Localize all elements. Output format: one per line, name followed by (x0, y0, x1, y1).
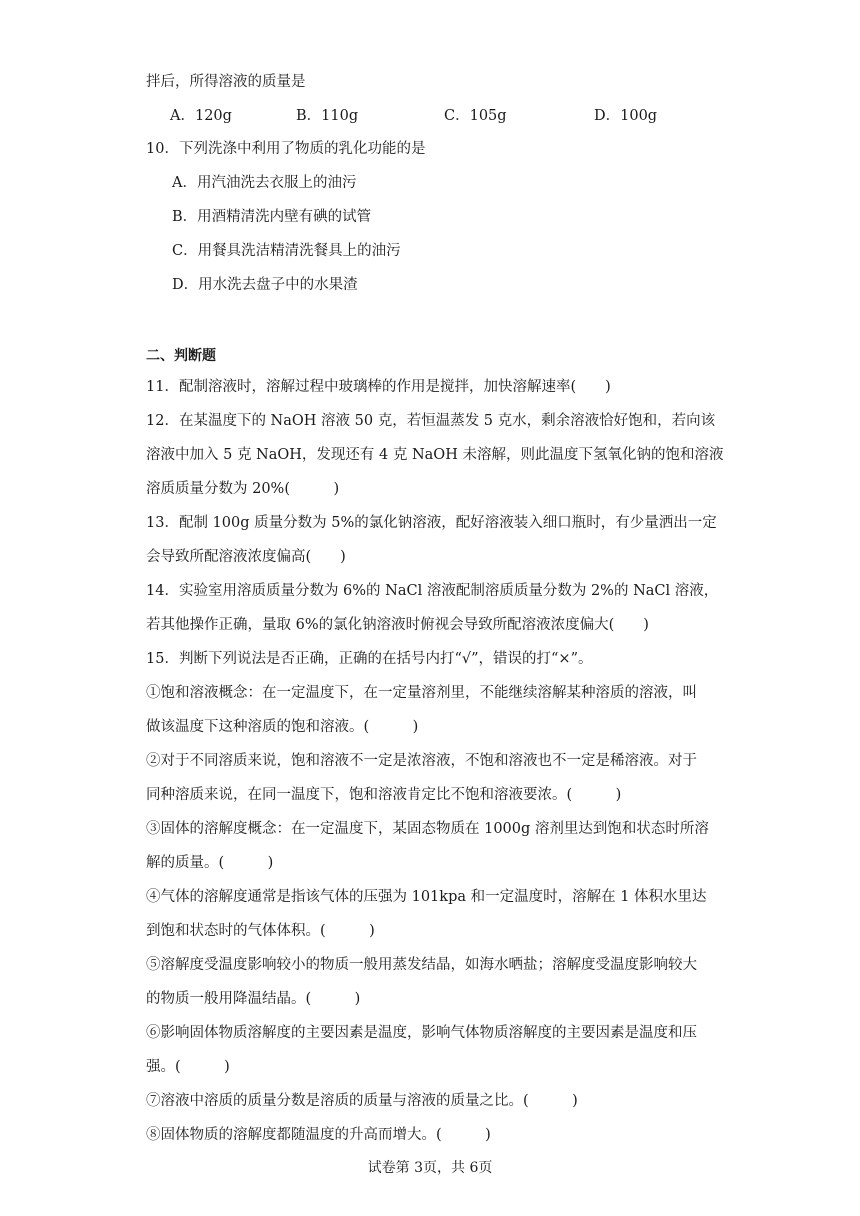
q13-line-2: 会导致所配溶液浓度偏高( ) (146, 549, 346, 565)
q14-line-2: 若其他操作正确，量取 6%的氯化钠溶液时俯视会导致所配溶液浓度偏大( ) (146, 617, 649, 633)
q10-stem: 10．下列洗涤中利用了物质的乳化功能的是 (146, 141, 426, 157)
q10-option-d: D．用水洗去盘子中的水果渣 (172, 277, 358, 293)
q11-line: 11．配制溶液时，溶解过程中玻璃棒的作用是搅拌，加快溶解速率( ) (146, 379, 611, 395)
page-footer: 试卷第 3页，共 6页 (367, 1160, 493, 1176)
q15-item-6-line-2: 强。( ) (146, 1059, 230, 1075)
section-title-judgement: 二、判断题 (146, 348, 216, 364)
q15-item-3-line-1: ③固体的溶解度概念：在一定温度下，某固态物质在 1000g 溶剂里达到饱和状态时所溶 (146, 821, 709, 837)
q15-item-5-line-2: 的物质一般用降温结晶。( ) (146, 991, 361, 1007)
q15-item-6-line-1: ⑥影响固体物质溶解度的主要因素是温度，影响气体物质溶解度的主要因素是温度和压 (146, 1025, 697, 1041)
q9-option-c: C．105g (444, 108, 507, 124)
q15-item-2-line-2: 同种溶质来说，在同一温度下，饱和溶液肯定比不饱和溶液要浓。( ) (146, 787, 622, 803)
q12-line-1: 12．在某温度下的 NaOH 溶液 50 克，若恒温蒸发 5 克水，剩余溶液恰好饱和，若向该 (146, 413, 716, 429)
q15-item-2-line-1: ②对于不同溶质来说，饱和溶液不一定是浓溶液，不饱和溶液也不一定是稀溶液。对于 (146, 753, 697, 769)
q15-item-1-line-1: ①饱和溶液概念：在一定温度下，在一定量溶剂里，不能继续溶解某种溶质的溶液，叫 (146, 685, 697, 701)
q10-option-b: B．用酒精清洗内壁有碘的试管 (172, 209, 372, 225)
q9-stem-tail: 拌后，所得溶液的质量是 (146, 74, 306, 90)
q12-line-3: 溶质质量分数为 20%( ) (146, 481, 340, 497)
q15-item-1-line-2: 做该温度下这种溶质的饱和溶液。( ) (146, 719, 419, 735)
q15-item-8: ⑧固体物质的溶解度都随温度的升高而增大。( ) (146, 1127, 491, 1143)
q9-option-b: B．110g (296, 108, 359, 124)
q14-line-1: 14．实验室用溶质质量分数为 6%的 NaCl 溶液配制溶质质量分数为 2%的 NaCl 溶液， (146, 583, 719, 599)
q9-option-a: A．120g (170, 108, 232, 124)
q12-line-2: 溶液中加入 5 克 NaOH，发现还有 4 克 NaOH 未溶解，则此温度下氢氧化钠的饱和溶液 (146, 447, 724, 463)
q15-item-4-line-2: 到饱和状态时的气体体积。( ) (146, 923, 375, 939)
q15-stem: 15．判断下列说法是否正确，正确的在括号内打“√”，错误的打“×”。 (146, 651, 593, 667)
q10-option-c: C．用餐具洗洁精清洗餐具上的油污 (172, 243, 401, 259)
q15-item-7: ⑦溶液中溶质的质量分数是溶质的质量与溶液的质量之比。( ) (146, 1093, 578, 1109)
q15-item-4-line-1: ④气体的溶解度通常是指该气体的压强为 101kpa 和一定温度时，溶解在 1 体积水里达 (146, 889, 707, 905)
q15-item-3-line-2: 解的质量。( ) (146, 855, 274, 871)
q9-option-d: D．100g (594, 108, 658, 124)
q13-line-1: 13．配制 100g 质量分数为 5%的氯化钠溶液，配好溶液装入细口瓶时，有少量洒出一定 (146, 515, 717, 531)
q10-option-a: A．用汽油洗去衣服上的油污 (172, 175, 357, 191)
q15-item-5-line-1: ⑤溶解度受温度影响较小的物质一般用蒸发结晶，如海水晒盐；溶解度受温度影响较大 (146, 957, 697, 973)
